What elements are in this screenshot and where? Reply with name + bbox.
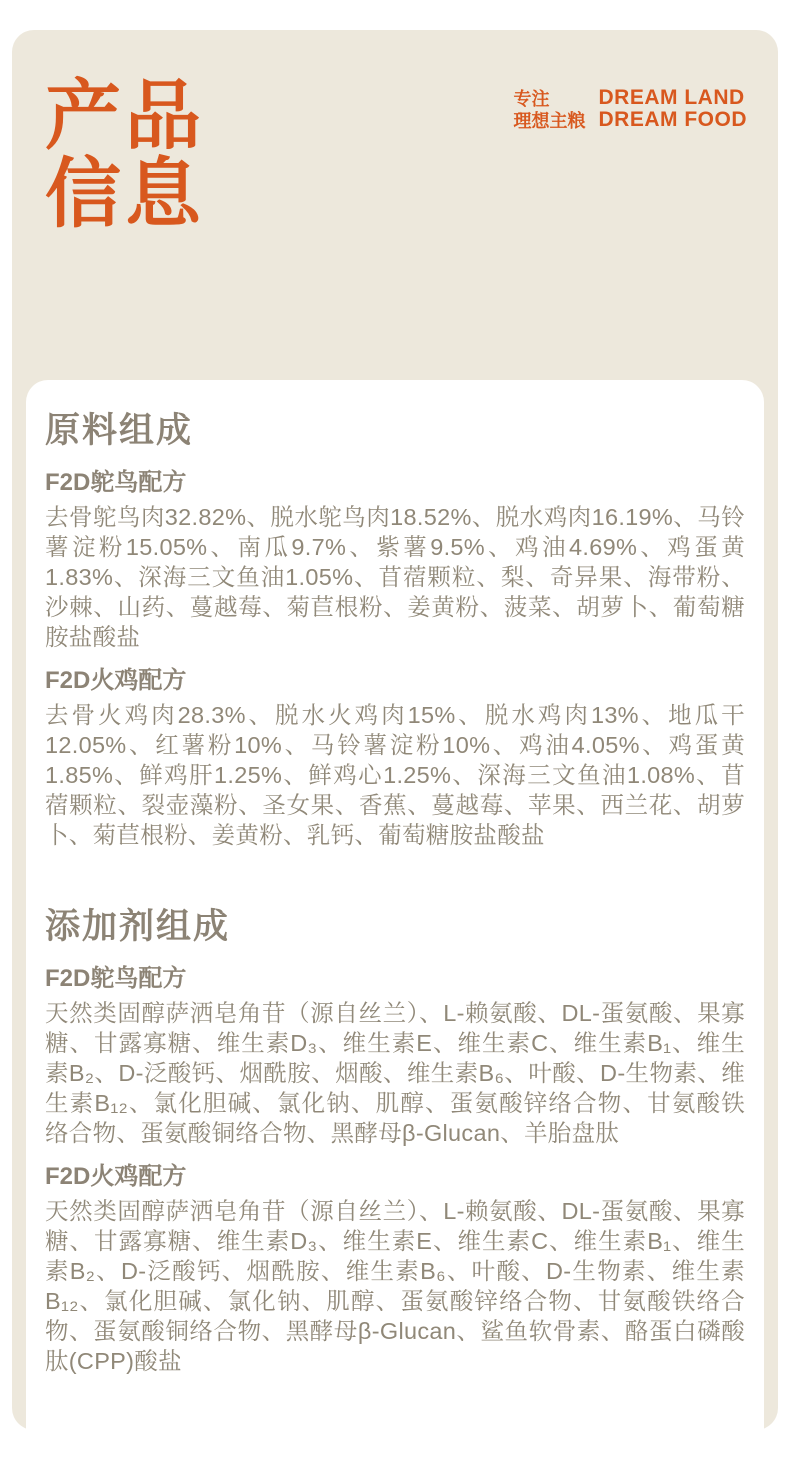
additives-turkey-formula-ingredients: 天然类固醇萨洒皂角苷（源自丝兰）、L-赖氨酸、DL-蛋氨酸、果寡糖、甘露寡糖、维生素D₃、维生素E、维生素C、维生素B₁、维生素B₂、D-泛酸钙、烟酰胺、维生素B₆、叶酸、D-生物素、维生素B₁₂、氯化胆碱、氯化钠、肌醇、蛋氨酸锌络合物、甘氨酸铁络合物、蛋氨酸铜络合物、黑酵母β-Glucan、鲨鱼软骨素、酪蛋白磷酸肽(CPP)酸盐 — [45, 1198, 745, 1374]
ostrich-formula-title: F2D鸵鸟配方 — [45, 469, 187, 496]
additives-ostrich-formula — [45, 964, 745, 1148]
additives-ostrich-formula-ingredients: 天然类固醇萨洒皂角苷（源自丝兰）、L-赖氨酸、DL-蛋氨酸、果寡糖、甘露寡糖、维生素D₃、维生素E、维生素C、维生素B₁、维生素B₂、D-泛酸钙、烟酰胺、烟酸、维生素B₆、叶酸、D-生物素、维生素B₁₂、氯化胆碱、氯化钠、肌醇、蛋氨酸锌络合物、甘氨酸铁络合物、蛋氨酸铜络合物、黑酵母β-Glucan、羊胎盘肽 — [45, 1000, 745, 1146]
page-title — [45, 74, 205, 237]
additives-heading: 添加剂组成 — [45, 907, 231, 946]
brand-wordmark-line-1: DREAM LAND — [598, 86, 745, 109]
raw-materials-turkey-formula — [45, 666, 745, 850]
additives-ostrich-formula-title: F2D鸵鸟配方 — [45, 965, 187, 992]
page-title-line-1: 产品 — [45, 74, 205, 159]
info-card — [26, 380, 764, 1460]
brand-block — [514, 87, 748, 132]
brand-tagline-line-1: 专注 — [513, 89, 550, 109]
brand-wordmark — [599, 87, 748, 131]
page-header — [12, 30, 778, 350]
additives-turkey-formula-title: F2D火鸡配方 — [45, 1163, 187, 1190]
turkey-formula-ingredients: 去骨火鸡肉28.3%、脱水火鸡肉15%、脱水鸡肉13%、地瓜干12.05%、红薯粉10%、马铃薯淀粉10%、鸡油4.05%、鸡蛋黄1.85%、鲜鸡肝1.25%、鲜鸡心1.25%、深海三文鱼油1.08%、苜蓿颗粒、裂壶藻粉、圣女果、香蕉、蔓越莓、苹果、西兰花、胡萝卜、菊苣根粉、姜黄粉、乳钙、葡萄糖胺盐酸盐 — [45, 702, 745, 848]
brand-tagline — [514, 87, 586, 132]
page-title-line-2: 信息 — [45, 152, 205, 237]
section-raw-materials — [45, 410, 745, 850]
turkey-formula-title: F2D火鸡配方 — [45, 667, 187, 694]
section-additives — [45, 906, 745, 1376]
ostrich-formula-ingredients: 去骨鸵鸟肉32.82%、脱水鸵鸟肉18.52%、脱水鸡肉16.19%、马铃薯淀粉15.05%、南瓜9.7%、紫薯9.5%、鸡油4.69%、鸡蛋黄1.83%、深海三文鱼油1.05%、苜蓿颗粒、梨、奇异果、海带粉、沙棘、山药、蔓越莓、菊苣根粉、姜黄粉、菠菜、胡萝卜、葡萄糖胺盐酸盐 — [45, 504, 745, 650]
product-info-panel — [12, 30, 778, 1430]
additives-turkey-formula — [45, 1162, 745, 1376]
raw-materials-ostrich-formula — [45, 468, 745, 652]
raw-materials-heading: 原料组成 — [45, 411, 194, 450]
brand-tagline-line-2: 理想主粮 — [513, 111, 586, 131]
brand-wordmark-line-2: DREAM FOOD — [598, 108, 747, 131]
